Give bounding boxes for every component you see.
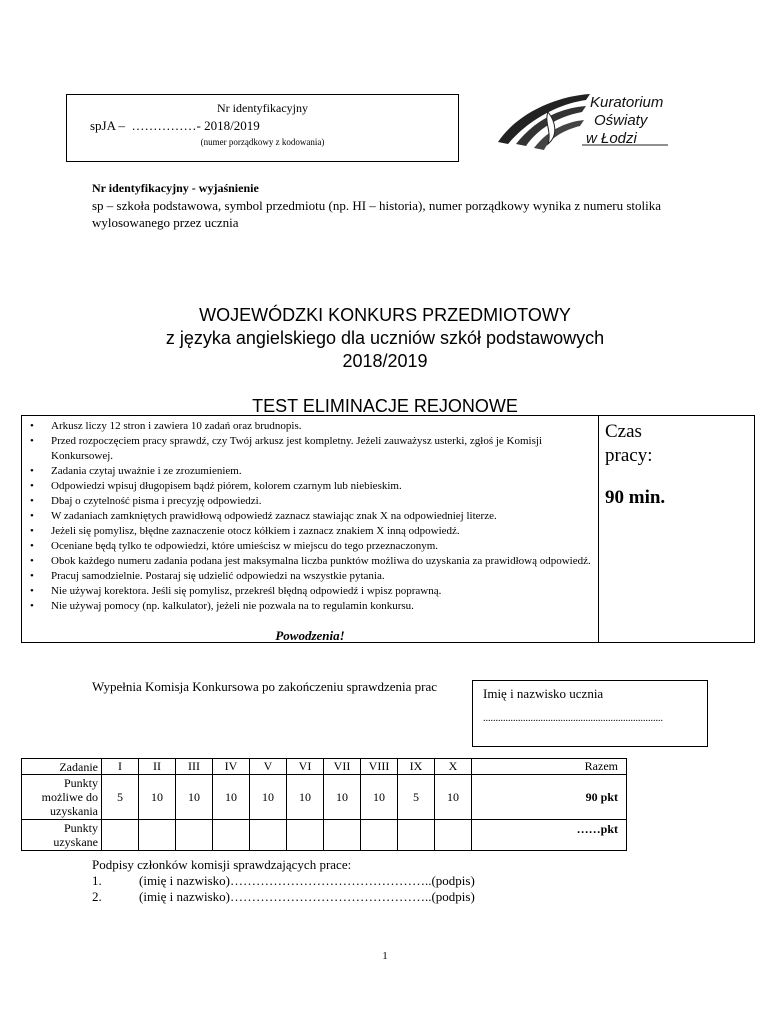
score-table-header-row: [22, 759, 627, 775]
max-points-cell: 10: [361, 775, 398, 820]
earned-points-cell[interactable]: [398, 820, 435, 851]
score-table: [21, 758, 627, 851]
signatures-heading: Podpisy członków komisji sprawdzających prace:: [92, 857, 352, 872]
instruction-item: • Arkusz liczy 12 stron i zawiera 10 zadań oraz brudnopis.: [22, 419, 592, 434]
signature-line[interactable]: (imię i nazwisko)………………………………………..(podpis): [139, 873, 475, 888]
earned-points-cell[interactable]: [213, 820, 250, 851]
earned-points-cell[interactable]: [102, 820, 139, 851]
instructions-divider: [598, 416, 599, 642]
instruction-item: • Oceniane będą tylko te odpowiedzi, które umieścisz w miejscu do tego przeznaczonym.: [22, 539, 592, 554]
task-header: II: [139, 759, 176, 775]
instruction-item: • Zadania czytaj uważnie i ze zrozumieniem.: [22, 464, 592, 479]
task-header: VIII: [361, 759, 398, 775]
instructions-box: [21, 415, 755, 643]
max-points-cell: 10: [213, 775, 250, 820]
commission-note: Wypełnia Komisja Konkursowa po zakończeniu sprawdzenia prac: [92, 679, 438, 694]
time-label: Czas pracy:: [605, 421, 653, 466]
instruction-item: • Obok każdego numeru zadania podana jest maksymalna liczba punktów możliwa do uzyskania za prawidłową odpowiedź.: [22, 554, 592, 569]
max-points-cell: 10: [435, 775, 472, 820]
signature-number: 2.: [92, 889, 102, 904]
instruction-item: • Dbaj o czytelność pisma i precyzję odpowiedzi.: [22, 494, 592, 509]
task-header-label: Zadanie: [22, 759, 102, 775]
page-number: 1: [382, 950, 388, 962]
max-points-total: 90 pkt: [472, 775, 627, 820]
max-points-cell: 5: [398, 775, 435, 820]
instruction-item: • Przed rozpoczęciem pracy sprawdź, czy Twój arkusz jest kompletny. Jeżeli zauważysz usterki, zgłoś je Komisji Konkursowej.: [22, 434, 592, 464]
signature-number: 1.: [92, 873, 102, 888]
test-stage-title: TEST ELIMINACJE REJONOWE: [252, 396, 518, 416]
signature-line[interactable]: (imię i nazwisko)………………………………………..(podpis): [139, 889, 475, 904]
max-points-cell: 10: [287, 775, 324, 820]
earned-points-cell[interactable]: [361, 820, 398, 851]
kuratorium-logo: [478, 92, 678, 156]
logo-line-2: Oświaty: [594, 112, 648, 129]
explanation-heading: Nr identyfikacyjny - wyjaśnienie: [92, 181, 259, 195]
earned-points-cell[interactable]: [176, 820, 213, 851]
earned-points-cell[interactable]: [435, 820, 472, 851]
id-number-note: (numer porządkowy z kodowania): [200, 137, 325, 147]
instructions-list: [22, 419, 592, 614]
time-value: 90 min.: [605, 487, 666, 508]
contest-subtitle: z języka angielskiego dla uczniów szkół podstawowych: [165, 328, 605, 348]
explanation-text: sp – szkoła podstawowa, symbol przedmiotu (np. HI – historia), numer porządkowy wynika z numeru stolika wylosowanego przez ucznia: [92, 198, 661, 230]
task-header: V: [250, 759, 287, 775]
earned-points-cell[interactable]: [287, 820, 324, 851]
max-points-row: [22, 775, 627, 820]
max-points-cell: 10: [176, 775, 213, 820]
max-points-cell: 10: [250, 775, 287, 820]
id-number-label: Nr identyfikacyjny: [217, 101, 308, 115]
max-points-cell: 5: [102, 775, 139, 820]
id-number-box: [66, 94, 459, 162]
instruction-item: • Pracuj samodzielnie. Postaraj się udzielić odpowiedzi na wszystkie pytania.: [22, 569, 592, 584]
student-name-label: Imię i nazwisko ucznia: [483, 686, 604, 701]
contest-year: 2018/2019: [342, 351, 428, 371]
instruction-item: • Odpowiedzi wpisuj długopisem bądź piórem, kolorem czarnym lub niebieskim.: [22, 479, 592, 494]
student-name-box: [472, 680, 708, 747]
earned-points-cell[interactable]: [139, 820, 176, 851]
total-header: Razem: [472, 759, 627, 775]
logo-line-3: w Łodzi: [586, 130, 637, 147]
instruction-item: • W zadaniach zamkniętych prawidłową odpowiedź zaznacz stawiając znak X na odpowiedniej literze.: [22, 509, 592, 524]
logo-line-1: Kuratorium: [590, 94, 664, 111]
instruction-item: • Nie używaj pomocy (np. kalkulator), jeżeli nie pozwala na to regulamin konkursu.: [22, 599, 592, 614]
instruction-item: • Jeżeli się pomylisz, błędne zaznaczenie otocz kółkiem i zaznacz znakiem X inną odpowiedź.: [22, 524, 592, 539]
signature-row: [92, 889, 475, 905]
earned-points-cell[interactable]: [324, 820, 361, 851]
task-header: III: [176, 759, 213, 775]
id-explanation: [92, 180, 692, 231]
id-number-code: spJA – ……………- 2018/2019: [90, 118, 260, 133]
max-points-cell: 10: [139, 775, 176, 820]
earned-points-total[interactable]: ……pkt: [472, 820, 627, 851]
earned-points-row: [22, 820, 627, 851]
task-header: I: [102, 759, 139, 775]
signature-row: [92, 873, 475, 889]
task-header: VI: [287, 759, 324, 775]
instruction-item: • Nie używaj korektora. Jeśli się pomylisz, przekreśl błędną odpowiedź i wpisz poprawną.: [22, 584, 592, 599]
earned-points-cell[interactable]: [250, 820, 287, 851]
max-points-label: Punkty możliwe do uzyskania: [22, 775, 102, 820]
task-header: X: [435, 759, 472, 775]
task-header: IV: [213, 759, 250, 775]
signatures-section: [92, 857, 475, 905]
contest-title: WOJEWÓDZKI KONKURS PRZEDMIOTOWY: [199, 305, 571, 325]
task-header: IX: [398, 759, 435, 775]
student-name-field[interactable]: ........................................................................: [483, 713, 663, 724]
good-luck-text: Powodzenia!: [275, 628, 345, 643]
task-header: VII: [324, 759, 361, 775]
earned-points-label: Punkty uzyskane: [22, 820, 102, 851]
max-points-cell: 10: [324, 775, 361, 820]
